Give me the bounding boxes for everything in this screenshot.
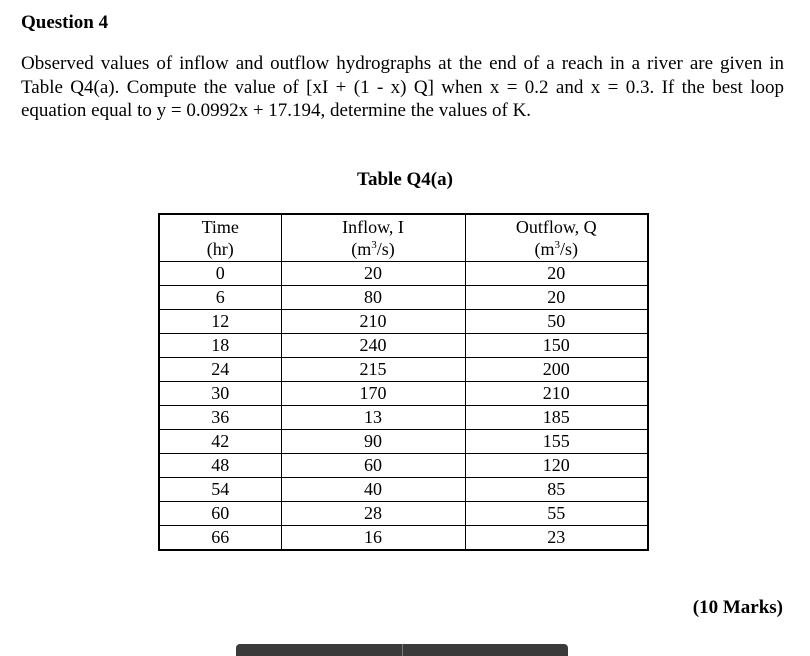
table-row	[159, 310, 648, 334]
inflow-cell: 215	[281, 358, 465, 382]
table-row	[159, 430, 648, 454]
table-row	[159, 382, 648, 406]
time-cell: 6	[159, 286, 281, 310]
table-row	[159, 454, 648, 478]
viewer-toolbar[interactable]	[236, 644, 568, 656]
table-row	[159, 334, 648, 358]
toolbar-segment-left[interactable]	[236, 644, 402, 656]
header-inflow-label: Inflow, I	[342, 217, 404, 237]
inflow-cell: 16	[281, 526, 465, 551]
outflow-cell: 55	[465, 502, 648, 526]
time-cell: 66	[159, 526, 281, 551]
inflow-cell: 210	[281, 310, 465, 334]
table-row	[159, 406, 648, 430]
inflow-cell: 28	[281, 502, 465, 526]
table-row	[159, 358, 648, 382]
outflow-cell: 210	[465, 382, 648, 406]
time-cell: 42	[159, 430, 281, 454]
outflow-cell: 85	[465, 478, 648, 502]
header-time-unit: (hr)	[206, 239, 234, 259]
table-header-row	[159, 214, 648, 262]
outflow-cell: 20	[465, 286, 648, 310]
header-inflow	[281, 214, 465, 262]
toolbar-segment-right[interactable]	[402, 644, 569, 656]
outflow-cell: 155	[465, 430, 648, 454]
outflow-cell: 150	[465, 334, 648, 358]
outflow-cell: 185	[465, 406, 648, 430]
time-cell: 18	[159, 334, 281, 358]
inflow-cell: 90	[281, 430, 465, 454]
time-cell: 48	[159, 454, 281, 478]
question-paragraph: Observed values of inflow and outflow hydrographs at the end of a reach in a river are given in Table Q4(a). Compute the value of [xI + (1 - x) Q] when x = 0.2 and x = 0.3. If the best loop equation equal to y = 0.0992x + 17.194, determine the values of K.	[21, 53, 784, 121]
time-cell: 0	[159, 262, 281, 286]
outflow-cell: 20	[465, 262, 648, 286]
inflow-cell: 60	[281, 454, 465, 478]
header-inflow-unit: $(m^3/s)$	[351, 239, 395, 259]
table-row	[159, 526, 648, 551]
outflow-cell: 200	[465, 358, 648, 382]
inflow-cell: 20	[281, 262, 465, 286]
table-row	[159, 286, 648, 310]
inflow-cell: 170	[281, 382, 465, 406]
table-caption: Table Q4(a)	[357, 169, 453, 190]
time-cell: 54	[159, 478, 281, 502]
time-cell: 36	[159, 406, 281, 430]
marks-label: (10 Marks)	[692, 597, 783, 618]
outflow-cell: 23	[465, 526, 648, 551]
outflow-cell: 120	[465, 454, 648, 478]
inflow-cell: 80	[281, 286, 465, 310]
time-cell: 30	[159, 382, 281, 406]
table-row	[159, 262, 648, 286]
time-cell: 24	[159, 358, 281, 382]
inflow-cell: 40	[281, 478, 465, 502]
time-cell: 60	[159, 502, 281, 526]
header-outflow-label: Outflow, Q	[515, 217, 597, 237]
inflow-cell: 240	[281, 334, 465, 358]
table-row	[159, 502, 648, 526]
time-cell: 12	[159, 310, 281, 334]
header-time-label: Time	[201, 217, 239, 237]
hydrograph-table	[158, 213, 649, 551]
header-time	[159, 214, 281, 262]
header-outflow	[465, 214, 648, 262]
inflow-cell: 13	[281, 406, 465, 430]
table-row	[159, 478, 648, 502]
outflow-cell: 50	[465, 310, 648, 334]
header-outflow-unit: $(m^3/s)$	[534, 239, 578, 259]
question-heading: Question 4	[21, 12, 109, 33]
